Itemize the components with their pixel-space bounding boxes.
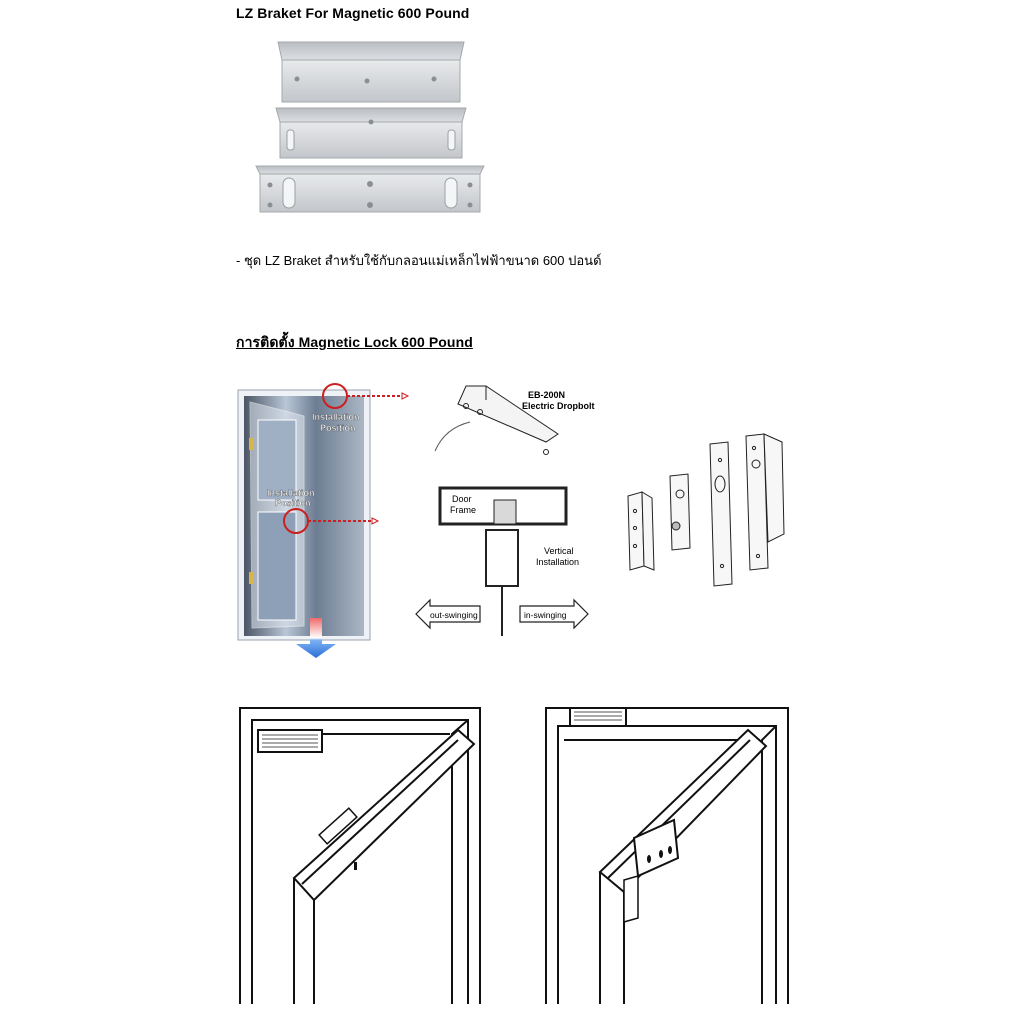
in-swinging-label: in-swinging: [524, 610, 567, 620]
hardware-parts: [628, 434, 784, 586]
vertical-line2: Installation: [536, 557, 580, 567]
bracket-top: [278, 42, 464, 102]
install-position-mid-line1: Installation: [267, 488, 315, 498]
dropbolt-label: Electric Dropbolt: [522, 401, 595, 411]
door-frame-line2: Frame: [450, 505, 477, 515]
bracket-middle: [276, 108, 466, 158]
install-position-mid-line2: Position: [275, 498, 311, 508]
vertical-line1: Vertical: [544, 546, 574, 556]
bracket-bottom: [256, 166, 484, 212]
install-section-title: การติดตั้ง Magnetic Lock 600 Pound: [236, 334, 473, 350]
door-illustration-right: [544, 704, 790, 1004]
out-swinging-label: out-swinging: [430, 610, 478, 620]
maglock-right: [570, 708, 626, 726]
door-frame-line1: Door: [452, 494, 472, 504]
bracket-description: - ชุด LZ Braket สำหรับใช้กับกลอนแม่เหล็กไฟฟ้าขนาด 600 ปอนด์: [236, 253, 602, 268]
model-label: EB-200N: [528, 390, 566, 400]
door-illustration-left: [238, 704, 482, 1004]
maglock-left: [258, 730, 322, 752]
bracket-set-image: [250, 38, 490, 218]
install-position-top-line1: Installation: [312, 412, 360, 422]
installation-diagram: [230, 376, 800, 666]
bracket-section-title: LZ Braket For Magnetic 600 Pound: [236, 5, 470, 21]
install-position-top-line2: Position: [320, 423, 356, 433]
